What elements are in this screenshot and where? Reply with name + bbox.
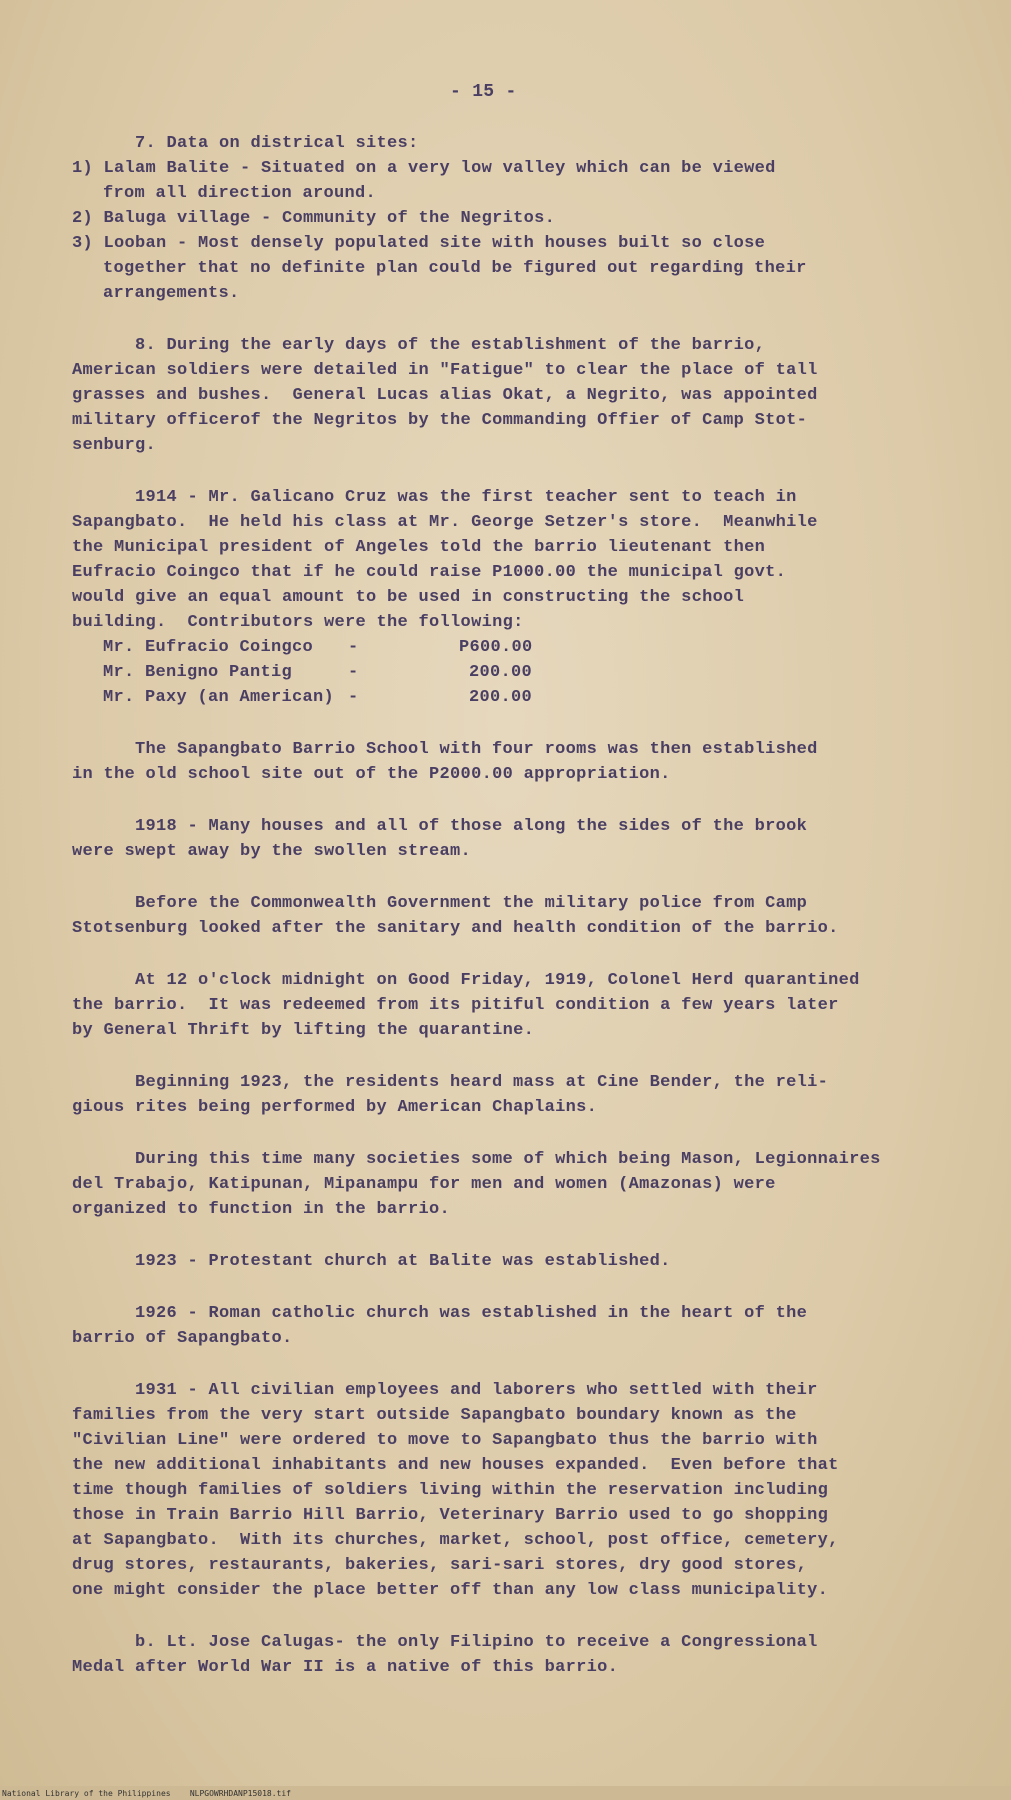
contributor-amount: 200.00	[469, 663, 533, 682]
year-1914-line-4: Eufracio Coingco that if he could raise P1000.00 the municipal govt.	[72, 563, 787, 582]
year-1914-line-1: 1914 - Mr. Galicano Cruz was the first teacher sent to teach in	[135, 488, 797, 507]
year-1931-line-4: the new additional inhabitants and new houses expanded. Even before that	[72, 1456, 839, 1475]
contributor-name: Mr. Benigno Pantig	[103, 663, 293, 682]
year-1931-line-8: drug stores, restaurants, bakeries, sari-sari stores, dry good stores,	[72, 1556, 808, 1575]
year-1914-line-6: building. Contributors were the following:	[72, 613, 524, 632]
societies-line-1: During this time many societies some of which being Mason, Legionnaires	[135, 1150, 881, 1169]
year-1918-line-2: were swept away by the swollen stream.	[72, 842, 472, 861]
year-1923-line-1: Beginning 1923, the residents heard mass at Cine Bender, the reli-	[135, 1073, 829, 1092]
protestant-church-line: 1923 - Protestant church at Balite was established.	[135, 1252, 671, 1271]
year-1931-line-7: at Sapangbato. With its churches, market, school, post office, cemetery,	[72, 1531, 839, 1550]
good-friday-line-2: the barrio. It was redeemed from its pitiful condition a few years later	[72, 996, 839, 1015]
contributor-amount: P600.00	[459, 638, 533, 657]
section-7-item-1: 1) Lalam Balite - Situated on a very low valley which can be viewed	[72, 159, 776, 178]
good-friday-line-3: by General Thrift by lifting the quarantine.	[72, 1021, 535, 1040]
section-8-line-1: 8. During the early days of the establishment of the barrio,	[135, 336, 766, 355]
contributor-dash: -	[348, 663, 359, 682]
contributor-amount: 200.00	[469, 688, 533, 707]
year-1926-line-2: barrio of Sapangbato.	[72, 1329, 293, 1348]
section-7-item-1-cont: from all direction around.	[103, 184, 377, 203]
year-1923-line-2: gious rites being performed by American Chaplains.	[72, 1098, 598, 1117]
section-8-line-4: military officerof the Negritos by the Commanding Offier of Camp Stot-	[72, 411, 808, 430]
section-8-line-2: American soldiers were detailed in "Fatigue" to clear the place of tall	[72, 361, 818, 380]
page-number: - 15 -	[450, 82, 517, 102]
section-7-item-3: 3) Looban - Most densely populated site with houses built so close	[72, 234, 766, 253]
year-1931-line-5: time though families of soldiers living within the reservation including	[72, 1481, 829, 1500]
year-1931-line-2: families from the very start outside Sapangbato boundary known as the	[72, 1406, 797, 1425]
school-line-1: The Sapangbato Barrio School with four rooms was then established	[135, 740, 818, 759]
societies-line-2: del Trabajo, Katipunan, Mipanampu for men and women (Amazonas) were	[72, 1175, 776, 1194]
year-1914-line-2: Sapangbato. He held his class at Mr. George Setzer's store. Meanwhile	[72, 513, 818, 532]
contributor-name: Mr. Paxy (an American)	[103, 688, 335, 707]
year-1918-line-1: 1918 - Many houses and all of those along the sides of the brook	[135, 817, 808, 836]
section-7-item-3-cont: together that no definite plan could be figured out regarding their	[103, 259, 807, 278]
contributor-dash: -	[348, 638, 359, 657]
societies-line-3: organized to function in the barrio.	[72, 1200, 451, 1219]
archive-footer: National Library of the Philippines NLPGOWRHDANP15018.tif	[2, 1789, 291, 1798]
year-1931-line-3: "Civilian Line" were ordered to move to Sapangbato thus the barrio with	[72, 1431, 818, 1450]
contributor-name: Mr. Eufracio Coingco	[103, 638, 314, 657]
year-1926-line-1: 1926 - Roman catholic church was established in the heart of the	[135, 1304, 808, 1323]
contributor-dash: -	[348, 688, 359, 707]
year-1931-line-9: one might consider the place better off than any low class municipality.	[72, 1581, 829, 1600]
good-friday-line-1: At 12 o'clock midnight on Good Friday, 1919, Colonel Herd quarantined	[135, 971, 860, 990]
year-1931-line-6: those in Train Barrio Hill Barrio, Veterinary Barrio used to go shopping	[72, 1506, 829, 1525]
section-7-title: 7. Data on districal sites:	[135, 134, 419, 153]
section-7-item-3-end: arrangements.	[103, 284, 240, 303]
calugas-line-1: b. Lt. Jose Calugas- the only Filipino to receive a Congressional	[135, 1633, 818, 1652]
section-8-line-5: senburg.	[72, 436, 157, 455]
section-7-item-2: 2) Baluga village - Community of the Negritos.	[72, 209, 556, 228]
calugas-line-2: Medal after World War II is a native of this barrio.	[72, 1658, 619, 1677]
section-8-line-3: grasses and bushes. General Lucas alias Okat, a Negrito, was appointed	[72, 386, 818, 405]
commonwealth-line-2: Stotsenburg looked after the sanitary and health condition of the barrio.	[72, 919, 839, 938]
school-line-2: in the old school site out of the P2000.00 appropriation.	[72, 765, 671, 784]
commonwealth-line-1: Before the Commonwealth Government the military police from Camp	[135, 894, 808, 913]
year-1914-line-5: would give an equal amount to be used in constructing the school	[72, 588, 745, 607]
year-1931-line-1: 1931 - All civilian employees and laborers who settled with their	[135, 1381, 818, 1400]
year-1914-line-3: the Municipal president of Angeles told the barrio lieutenant then	[72, 538, 766, 557]
